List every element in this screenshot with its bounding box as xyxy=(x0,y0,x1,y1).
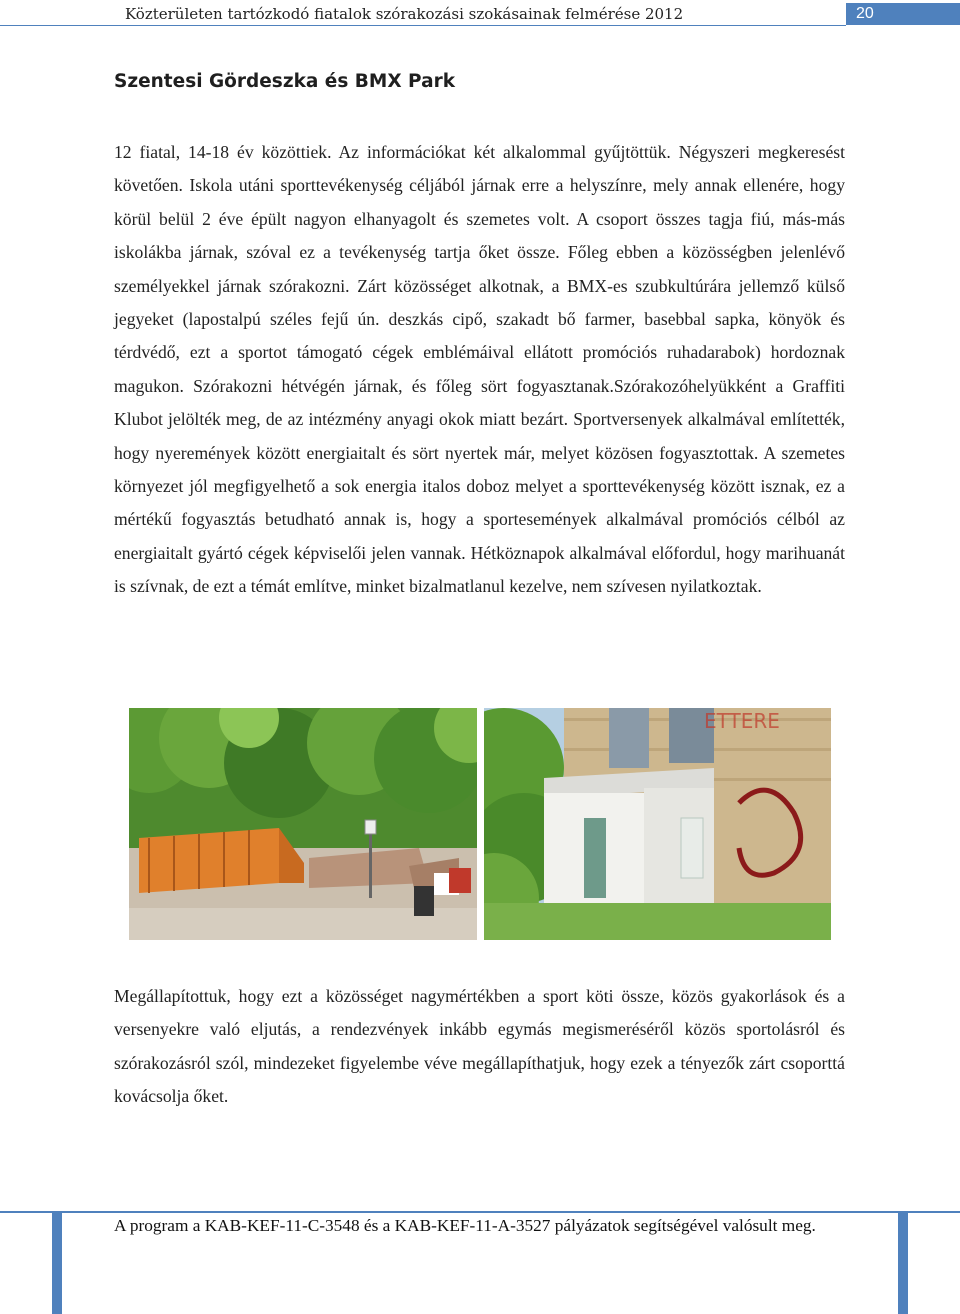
page-number: 20 xyxy=(846,3,960,25)
header-divider xyxy=(0,25,846,26)
footer-divider xyxy=(0,1211,960,1213)
footer-left-bar xyxy=(52,1213,62,1314)
section-title: Szentesi Gördeszka és BMX Park xyxy=(114,71,455,92)
svg-text:ETTERE: ETTERE xyxy=(704,709,780,733)
footer-right-bar xyxy=(898,1213,908,1314)
footer-text: A program a KAB-KEF-11-C-3548 és a KAB-KEF-11-A-3527 pályázatok segítségével valósult meg. xyxy=(114,1216,816,1235)
body-paragraph-2: Megállapítottuk, hogy ezt a közösséget nagymértékben a sport köti össze, közös gyakorlások és a versenyekre való eljutás, a rendezvények inkább egymás megismeréséről közös sportolásról és szórakozásról szól, mindezeket figyelembe véve megállapíthatjuk, hogy ezek a tényezők zárt csoporttá kovácsolja őket. xyxy=(114,986,845,1107)
running-header-title: Közterületen tartózkodó fiatalok szórakozási szokásainak felmérése 2012 xyxy=(125,5,684,23)
building-with-graffiti-photo xyxy=(484,708,831,940)
skatepark-photo xyxy=(129,708,477,940)
body-paragraph-1: 12 fiatal, 14-18 év közöttiek. Az információkat két alkalommal gyűjtöttük. Négyszeri megkeresést követően. Iskola utáni sporttevékenység céljából járnak erre a helyszínre, mely annak ellenére, hogy körül belül 2 éve épült nagyon elhanyagolt és szemetes volt. A csoport összes tagja fiú, más-más iskolákba járnak, szóval ez a tevékenység tartja őket össze. Főleg ebben a közösségben jelenlévő személyekkel járnak szórakozni. Zárt közösséget alkotnak, a BMX-es szubkultúrára jellemző külső jegyeket (lapostalpú széles fejű ún. deszkás cipő, szakadt bő farmer, basebbal sapka, könyök és térdvédő, ezt a sportot támogató cégek emblémáival ellátott promóciós ruhadarabok) hordoznak magukon. Szórakozni hétvégén járnak, és főleg sört fogyasztanak.Szórakozóhelyükként a Graffiti Klubot jelölték meg, de az intézmény anyagi okok miatt bezárt. Sportversenyek alkalmával említették, hogy nyeremények között energiaitalt és sört nyertek már, melyet közösen fogyasztottak. A szemetes környezet jól megfigyelhető a sok energia italos doboz melyet a sporttevékenység között isznak, ez a mértékű fogyasztás betudható annak is, hogy a sportesemények alkalmával promóciós célból az energiaitalt gyártó cégek képviselői jelen vannak. Hétköznapok alkalmával előfordul, hogy marihuanát is szívnak, de ezt a témát említve, minket bizalmatlanul kezelve, nem szívesen nyilatkoztak. xyxy=(114,142,845,597)
